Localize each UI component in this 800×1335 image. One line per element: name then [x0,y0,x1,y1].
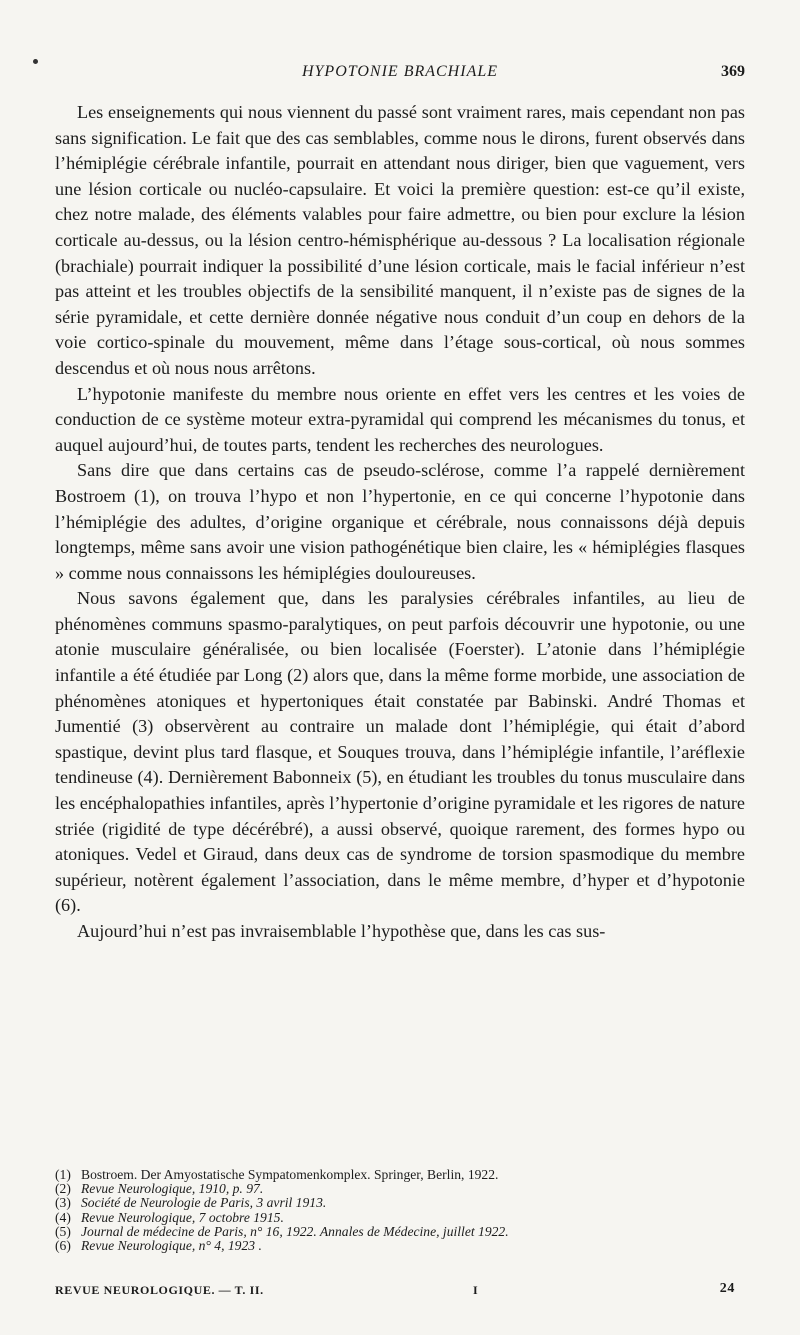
footnote-text: Journal de médecine de Paris, n° 16, 1922. Annales de Médecine, juillet 1922. [81,1223,509,1239]
margin-dot [33,59,38,64]
footnote [55,1239,745,1253]
footnotes [55,1168,745,1253]
footnote-number: (4) [55,1209,71,1225]
footnote-text: Revue Neurologique, n° 4, 1923 . [81,1238,262,1254]
running-header [55,63,745,85]
paragraph: Nous savons également que, dans les paralysies cérébrales infantiles, au lieu de phénomènes communs spasmo-paralytiques, on peut parfois découvrir une hypotonie, ou une atonie musculaire généralisée, ou bien localisée (Foerster). L’atonie dans l’hémiplégie infantile a été étudiée par Long (2) alors que, dans la même forme morbide, une association de phénomènes atoniques et hypertoniques était constatée par Babinski. André Thomas et Jumentié (3) observèrent au contraire un malade dont l’hémiplégie, qui était d’abord spastique, devint plus tard flasque, et Souques trouva, dans l’hémiplégie infantile, l’aréflexie tendineuse (4). Dernièrement Babonneix (5), en étudiant les troubles du tonus musculaire dans les encéphalopathies infantiles, après l’hypertonie d’origine pyramidale et les rigores de nature striée (rigidité de type décérébré), a aussi observé, quoique rarement, des formes hypo ou atoniques. Vedel et Giraud, dans deux cas de syndrome de torsion spasmodique du membre supérieur, notèrent également l’association, dans le même membre, d’hyper et d’hypotonie (6). [55,588,745,916]
footnote [55,1182,745,1196]
footnote-text: Revue Neurologique, 7 octobre 1915. [81,1209,284,1225]
footnote-number: (1) [55,1167,71,1182]
footnote [55,1211,745,1225]
footnote-number: (5) [55,1223,71,1239]
footnote [55,1225,745,1239]
footnote [55,1196,745,1210]
footnote-number: (3) [55,1195,71,1211]
page-footer [55,1283,745,1303]
footnote-text: Bostroem. Der Amyostatische Sympatomenkomplex. Springer, Berlin, 1922. [81,1167,499,1182]
journal-signature: REVUE NEUROLOGIQUE. — T. II. [55,1283,264,1297]
footnote [55,1168,745,1182]
footnote-number: (6) [55,1238,71,1254]
footnote-text: Revue Neurologique, 1910, p. 97. [81,1181,264,1197]
paragraph: Aujourd’hui n’est pas invraisemblable l’hypothèse que, dans les cas sus- [77,921,606,941]
paragraph: Sans dire que dans certains cas de pseudo-sclérose, comme l’a rappelé dernièrement Bostroem (1), on trouva l’hypo et non l’hypertonie, en ce qui concerne l’hypotonie dans l’hémiplégie des adultes, d’origine organique et cérébrale, nous connaissons déjà depuis longtemps, même sans avoir une vision pathogénétique bien claire, les « hémiplégies flasques » comme nous connaissons les hémiplégies douloureuses. [55,460,745,583]
footnote-text: Société de Neurologie de Paris, 3 avril 1913. [81,1195,327,1211]
footnote-number: (2) [55,1181,71,1197]
running-title: HYPOTONIE BRACHIALE [301,63,499,80]
document-page [55,0,745,1335]
signature-mark: I [473,1283,479,1297]
paragraph: Les enseignements qui nous viennent du passé sont vraiment rares, mais cependant non pas sans signification. Le fait que des cas semblables, comme nous le dirons, furent observés dans l’hémiplégie cérébrale infantile, pourrait en attendant nous diriger, bien que vaguement, vers une lésion corticale ou nucléo-capsulaire. Et voici la première question: est-ce qu’il existe, chez notre malade, des éléments valables pour faire admettre, ou bien pour exclure la lésion corticale au-dessus, ou la lésion centro-hémisphérique au-dessous ? La localisation régionale (brachiale) pourrait indiquer la possibilité d’une lésion corticale, mais le facial inférieur n’est pas atteint et les troubles objectifs de la sensibilité manquent, il n’existe pas de signes de la série pyramidale, et cette dernière donnée négative nous conduit d’un coup en dehors de la voie cortico-spinale du mouvement, même dans l’étage sous-cortical, où nous sommes descendus et où nous nous arrêtons. [55,102,745,378]
body-text [55,100,745,945]
paragraph: L’hypotonie manifeste du membre nous oriente en effet vers les centres et les voies de conduction de ce système moteur extra-pyramidal qui comprend les mécanismes du tonus, et auquel aujourd’hui, de toutes parts, tendent les recherches des neurologues. [55,383,745,455]
sheet-number: 24 [719,1281,735,1296]
page-number: 369 [721,63,745,80]
